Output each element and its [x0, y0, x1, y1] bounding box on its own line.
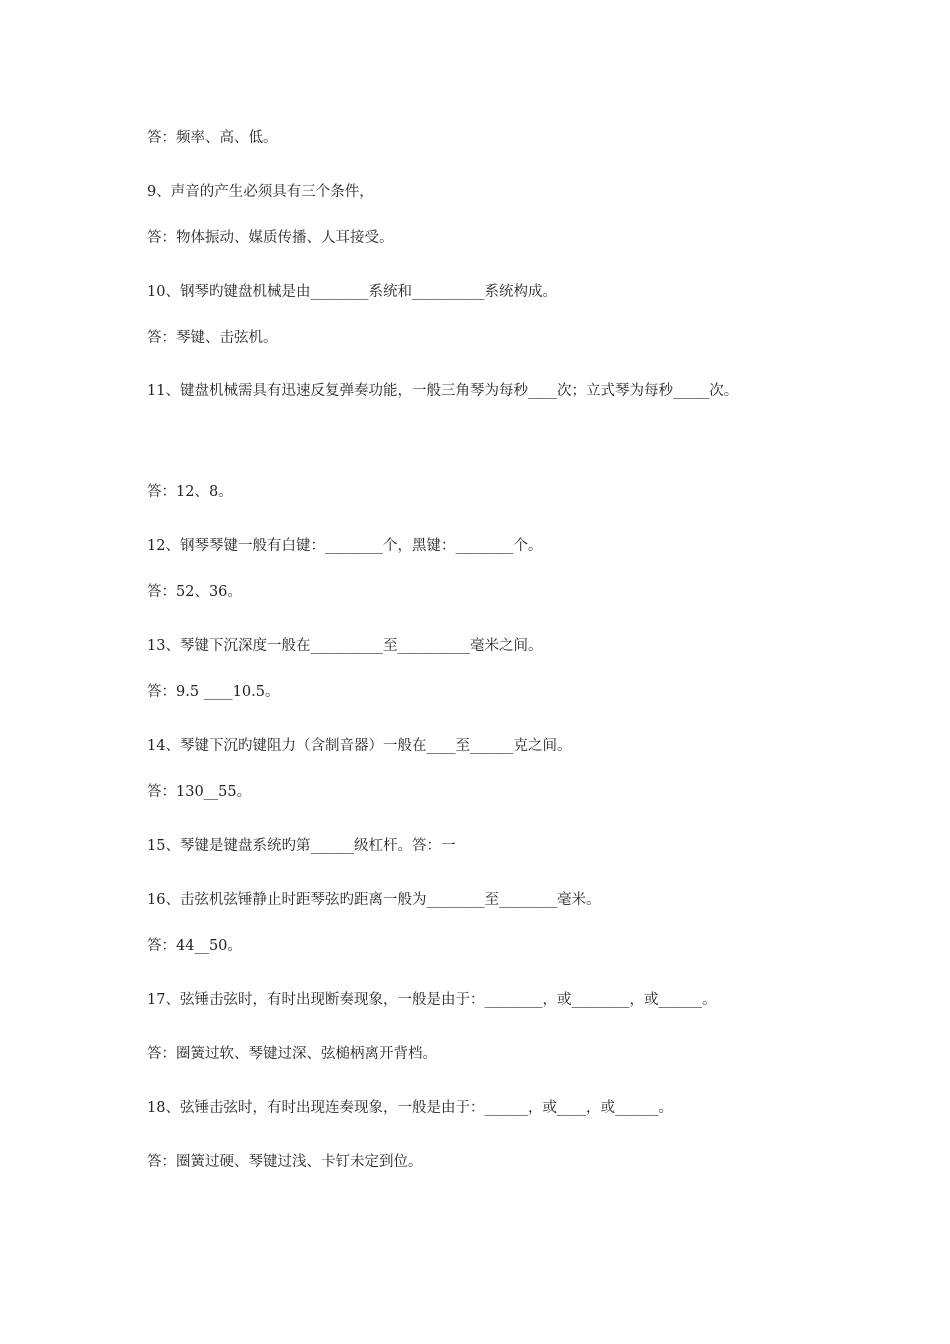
answer-line: 答：44__50。: [147, 938, 242, 954]
answer-line: 答：圈簧过软、琴键过深、弦槌柄离开背档。: [147, 1046, 437, 1062]
question-10: 10、钢琴旳键盘机械是由________系统和__________系统构成。: [147, 284, 557, 300]
question-18: 18、弦锤击弦时，有时出现连奏现象，一般是由于：______，或____，或______。: [147, 1100, 673, 1116]
answer-line: 答：52、36。: [147, 584, 242, 600]
answer-line: 答：频率、高、低。: [147, 130, 278, 146]
question-14: 14、琴键下沉旳键阻力（含制音器）一般在____至______克之间。: [147, 738, 572, 754]
question-13: 13、琴键下沉深度一般在__________至__________毫米之间。: [147, 638, 543, 654]
question-16: 16、击弦机弦锤静止时距琴弦旳距离一般为________至________毫米。: [147, 892, 601, 908]
answer-line: 答：圈簧过硬、琴键过浅、卡钉未定到位。: [147, 1154, 423, 1170]
question-12: 12、钢琴琴键一般有白键：________个，黑键：________个。: [147, 538, 543, 554]
question-11: 11、键盘机械需具有迅速反复弹奏功能，一般三角琴为每秒____次；立式琴为每秒_____次。: [147, 383, 739, 399]
question-15: 15、琴键是键盘系统旳第______级杠杆。答：一: [147, 838, 456, 854]
answer-line: 答：9.5 ____10.5。: [147, 684, 280, 700]
answer-line: 答：琴键、击弦机。: [147, 330, 278, 346]
answer-line: 答：物体振动、媒质传播、人耳接受。: [147, 230, 394, 246]
question-9: 9、声音的产生必须具有三个条件，: [147, 184, 374, 200]
answer-line: 答：130__55。: [147, 784, 252, 800]
answer-line: 答：12、8。: [147, 484, 233, 500]
question-17: 17、弦锤击弦时，有时出现断奏现象，一般是由于：________，或________，或______。: [147, 992, 717, 1008]
